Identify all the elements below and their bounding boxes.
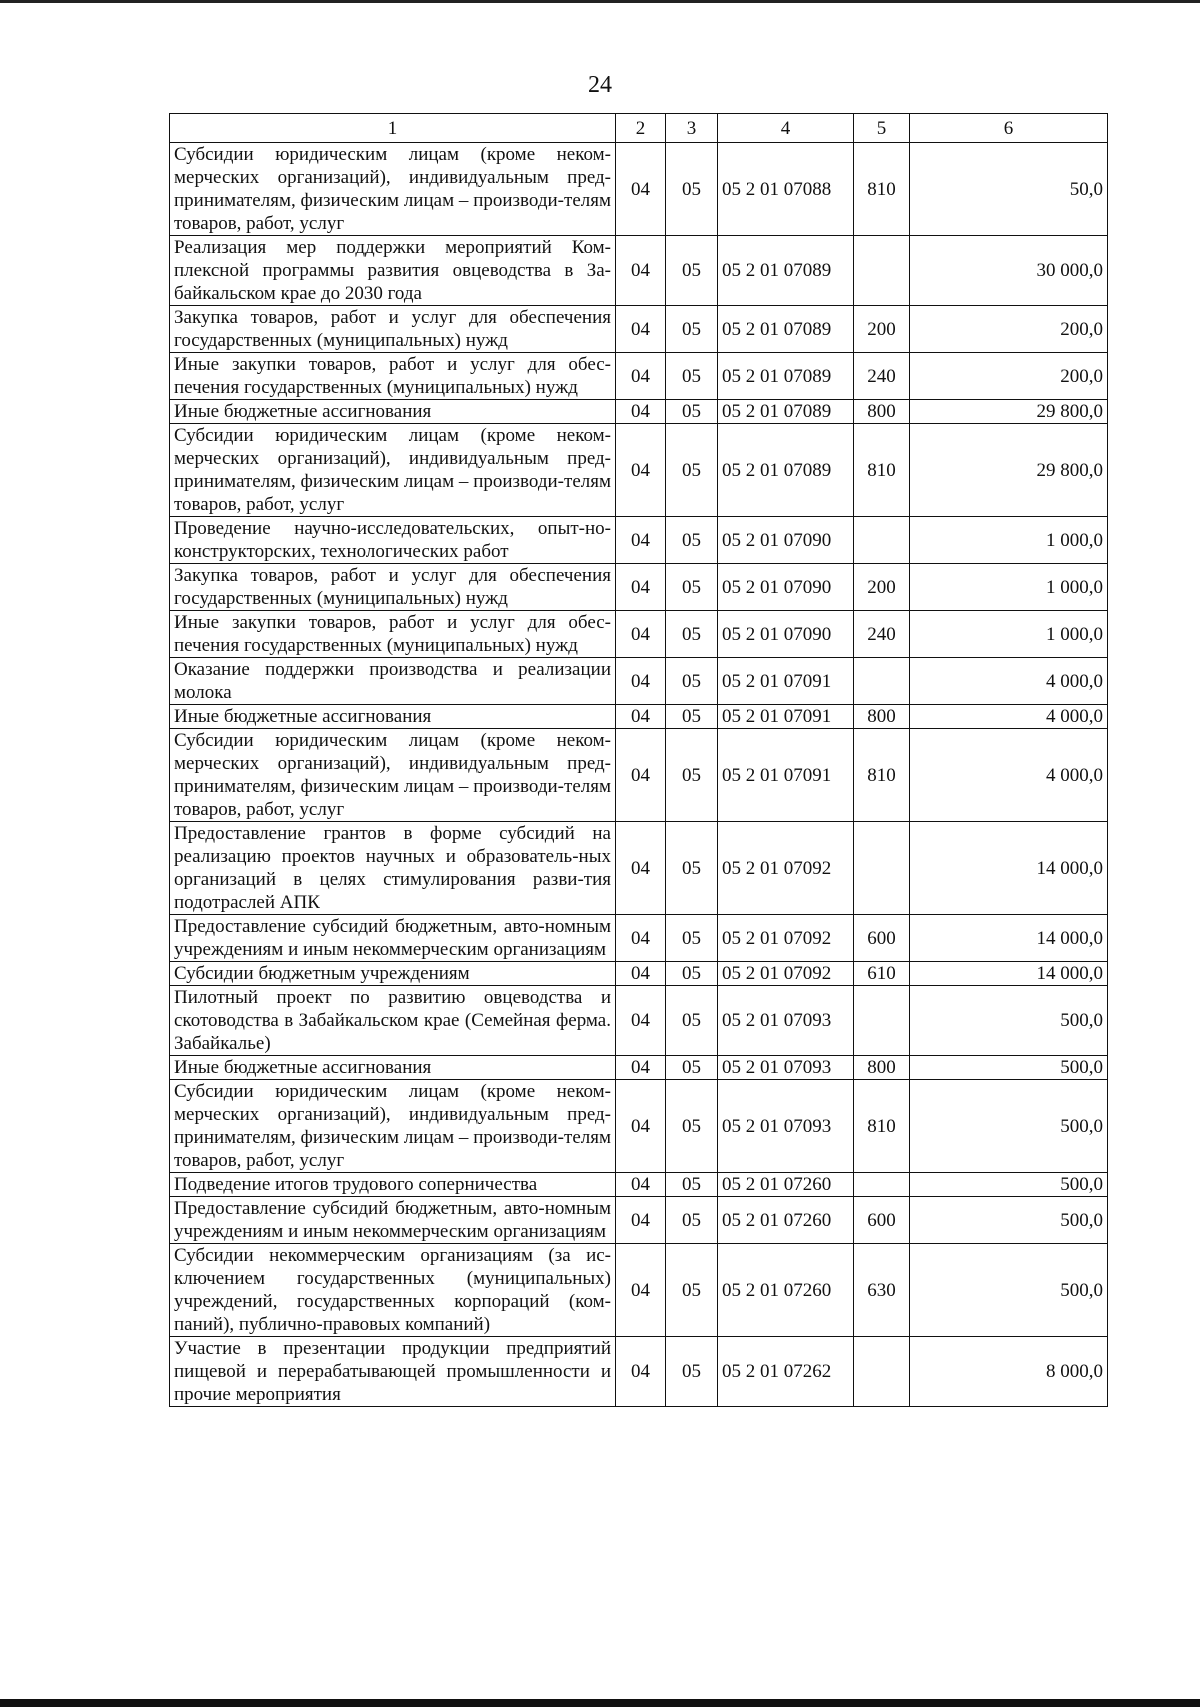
row-target-article-cell: 05 2 01 07091 <box>718 658 854 705</box>
page-number: 24 <box>588 72 612 98</box>
row-expense-type-cell: 600 <box>854 1197 910 1244</box>
row-section-cell: 04 <box>616 517 666 564</box>
row-amount-cell: 1 000,0 <box>910 517 1108 564</box>
row-section-cell: 04 <box>616 1337 666 1407</box>
table-row <box>170 915 1108 962</box>
row-subsection-cell: 05 <box>666 353 718 400</box>
table-row <box>170 424 1108 517</box>
row-expense-type-cell: 240 <box>854 353 910 400</box>
row-section-cell: 04 <box>616 986 666 1056</box>
row-target-article-cell: 05 2 01 07091 <box>718 705 854 729</box>
row-section-cell: 04 <box>616 962 666 986</box>
row-target-article-cell: 05 2 01 07262 <box>718 1337 854 1407</box>
row-subsection-cell: 05 <box>666 517 718 564</box>
row-expense-type-cell: 800 <box>854 705 910 729</box>
header-col-4: 4 <box>718 114 854 143</box>
row-expense-type-cell: 810 <box>854 729 910 822</box>
row-subsection-cell: 05 <box>666 1173 718 1197</box>
row-expense-type-cell: 200 <box>854 306 910 353</box>
table-row <box>170 1244 1108 1337</box>
table-body <box>170 143 1108 1407</box>
row-amount-cell: 8 000,0 <box>910 1337 1108 1407</box>
header-col-5: 5 <box>854 114 910 143</box>
scan-top-edge <box>0 0 1200 3</box>
table-row <box>170 1337 1108 1407</box>
table-row <box>170 353 1108 400</box>
row-name-cell: Закупка товаров, работ и услуг для обеспечения государственных (муниципальных) нужд <box>170 564 616 611</box>
row-subsection-cell: 05 <box>666 400 718 424</box>
row-subsection-cell: 05 <box>666 962 718 986</box>
row-target-article-cell: 05 2 01 07090 <box>718 564 854 611</box>
row-amount-cell: 1 000,0 <box>910 564 1108 611</box>
row-section-cell: 04 <box>616 1197 666 1244</box>
row-expense-type-cell: 810 <box>854 143 910 236</box>
row-name-cell: Субсидии бюджетным учреждениям <box>170 962 616 986</box>
row-target-article-cell: 05 2 01 07088 <box>718 143 854 236</box>
row-expense-type-cell <box>854 1337 910 1407</box>
row-section-cell: 04 <box>616 306 666 353</box>
table-row <box>170 729 1108 822</box>
row-section-cell: 04 <box>616 143 666 236</box>
row-amount-cell: 29 800,0 <box>910 424 1108 517</box>
row-section-cell: 04 <box>616 236 666 306</box>
row-name-cell: Субсидии юридическим лицам (кроме неком-мерческих организаций), индивидуальным пред-принимателям, физическим лицам – производи-телям товаров, работ, услуг <box>170 143 616 236</box>
row-section-cell: 04 <box>616 424 666 517</box>
row-expense-type-cell <box>854 658 910 705</box>
row-amount-cell: 500,0 <box>910 1197 1108 1244</box>
table-row <box>170 822 1108 915</box>
row-expense-type-cell <box>854 236 910 306</box>
row-name-cell: Подведение итогов трудового соперничества <box>170 1173 616 1197</box>
row-section-cell: 04 <box>616 1173 666 1197</box>
row-name-cell: Субсидии юридическим лицам (кроме неком-мерческих организаций), индивидуальным пред-принимателям, физическим лицам – производи-телям товаров, работ, услуг <box>170 729 616 822</box>
table-row <box>170 143 1108 236</box>
row-amount-cell: 1 000,0 <box>910 611 1108 658</box>
row-target-article-cell: 05 2 01 07091 <box>718 729 854 822</box>
row-amount-cell: 200,0 <box>910 353 1108 400</box>
row-section-cell: 04 <box>616 611 666 658</box>
row-subsection-cell: 05 <box>666 658 718 705</box>
row-expense-type-cell: 200 <box>854 564 910 611</box>
row-name-cell: Субсидии некоммерческим организациям (за ис-ключением государственных (муниципальных) учреждений, государственных корпораций (ком-паний), публично-правовых компаний) <box>170 1244 616 1337</box>
row-name-cell: Оказание поддержки производства и реализации молока <box>170 658 616 705</box>
row-target-article-cell: 05 2 01 07089 <box>718 400 854 424</box>
row-subsection-cell: 05 <box>666 915 718 962</box>
row-name-cell: Иные бюджетные ассигнования <box>170 705 616 729</box>
row-expense-type-cell: 630 <box>854 1244 910 1337</box>
table-row <box>170 962 1108 986</box>
row-target-article-cell: 05 2 01 07089 <box>718 353 854 400</box>
row-target-article-cell: 05 2 01 07093 <box>718 1056 854 1080</box>
row-target-article-cell: 05 2 01 07093 <box>718 986 854 1056</box>
row-name-cell: Субсидии юридическим лицам (кроме неком-мерческих организаций), индивидуальным пред-принимателям, физическим лицам – производи-телям товаров, работ, услуг <box>170 424 616 517</box>
row-expense-type-cell <box>854 822 910 915</box>
row-expense-type-cell: 800 <box>854 1056 910 1080</box>
header-col-3: 3 <box>666 114 718 143</box>
row-amount-cell: 500,0 <box>910 1080 1108 1173</box>
table-row <box>170 517 1108 564</box>
table-row <box>170 1056 1108 1080</box>
row-subsection-cell: 05 <box>666 1056 718 1080</box>
row-amount-cell: 200,0 <box>910 306 1108 353</box>
row-section-cell: 04 <box>616 822 666 915</box>
row-subsection-cell: 05 <box>666 564 718 611</box>
row-subsection-cell: 05 <box>666 611 718 658</box>
row-target-article-cell: 05 2 01 07090 <box>718 517 854 564</box>
row-subsection-cell: 05 <box>666 306 718 353</box>
row-subsection-cell: 05 <box>666 424 718 517</box>
header-col-1: 1 <box>170 114 616 143</box>
row-name-cell: Закупка товаров, работ и услуг для обеспечения государственных (муниципальных) нужд <box>170 306 616 353</box>
row-section-cell: 04 <box>616 564 666 611</box>
row-name-cell: Предоставление грантов в форме субсидий на реализацию проектов научных и образователь-ных организаций в целях стимулирования разви-тия подотраслей АПК <box>170 822 616 915</box>
row-expense-type-cell: 810 <box>854 424 910 517</box>
row-name-cell: Проведение научно-исследовательских, опыт-но-конструкторских, технологических работ <box>170 517 616 564</box>
row-subsection-cell: 05 <box>666 705 718 729</box>
row-name-cell: Участие в презентации продукции предприятий пищевой и перерабатывающей промышленности и прочие мероприятия <box>170 1337 616 1407</box>
row-subsection-cell: 05 <box>666 1197 718 1244</box>
row-section-cell: 04 <box>616 658 666 705</box>
table-row <box>170 1080 1108 1173</box>
row-amount-cell: 500,0 <box>910 986 1108 1056</box>
row-amount-cell: 4 000,0 <box>910 658 1108 705</box>
row-subsection-cell: 05 <box>666 1080 718 1173</box>
table-row <box>170 1173 1108 1197</box>
row-subsection-cell: 05 <box>666 729 718 822</box>
row-amount-cell: 50,0 <box>910 143 1108 236</box>
row-name-cell: Иные бюджетные ассигнования <box>170 400 616 424</box>
row-target-article-cell: 05 2 01 07093 <box>718 1080 854 1173</box>
row-target-article-cell: 05 2 01 07260 <box>718 1197 854 1244</box>
row-target-article-cell: 05 2 01 07089 <box>718 424 854 517</box>
header-col-6: 6 <box>910 114 1108 143</box>
row-subsection-cell: 05 <box>666 986 718 1056</box>
table-row <box>170 564 1108 611</box>
row-section-cell: 04 <box>616 400 666 424</box>
row-amount-cell: 14 000,0 <box>910 962 1108 986</box>
table-row <box>170 400 1108 424</box>
table-row <box>170 986 1108 1056</box>
table-row <box>170 658 1108 705</box>
row-subsection-cell: 05 <box>666 822 718 915</box>
budget-table <box>169 113 1108 1407</box>
row-subsection-cell: 05 <box>666 1337 718 1407</box>
row-subsection-cell: 05 <box>666 236 718 306</box>
row-expense-type-cell: 610 <box>854 962 910 986</box>
row-expense-type-cell <box>854 1173 910 1197</box>
row-subsection-cell: 05 <box>666 143 718 236</box>
row-amount-cell: 14 000,0 <box>910 822 1108 915</box>
row-amount-cell: 4 000,0 <box>910 729 1108 822</box>
row-section-cell: 04 <box>616 729 666 822</box>
row-target-article-cell: 05 2 01 07260 <box>718 1173 854 1197</box>
row-name-cell: Субсидии юридическим лицам (кроме неком-мерческих организаций), индивидуальным пред-принимателям, физическим лицам – производи-телям товаров, работ, услуг <box>170 1080 616 1173</box>
row-target-article-cell: 05 2 01 07090 <box>718 611 854 658</box>
header-col-2: 2 <box>616 114 666 143</box>
row-section-cell: 04 <box>616 705 666 729</box>
row-section-cell: 04 <box>616 915 666 962</box>
row-expense-type-cell: 800 <box>854 400 910 424</box>
scan-bottom-edge <box>0 1699 1200 1707</box>
row-name-cell: Иные закупки товаров, работ и услуг для обес-печения государственных (муниципальных) нужд <box>170 353 616 400</box>
row-name-cell: Реализация мер поддержки мероприятий Ком-плексной программы развития овцеводства в За-байкальском крае до 2030 года <box>170 236 616 306</box>
row-section-cell: 04 <box>616 353 666 400</box>
row-name-cell: Предоставление субсидий бюджетным, авто-номным учреждениям и иным некоммерческим организациям <box>170 1197 616 1244</box>
row-expense-type-cell: 600 <box>854 915 910 962</box>
table-header-row <box>170 114 1108 143</box>
table-row <box>170 1197 1108 1244</box>
row-amount-cell: 14 000,0 <box>910 915 1108 962</box>
row-amount-cell: 30 000,0 <box>910 236 1108 306</box>
row-name-cell: Иные бюджетные ассигнования <box>170 1056 616 1080</box>
row-amount-cell: 29 800,0 <box>910 400 1108 424</box>
row-amount-cell: 500,0 <box>910 1056 1108 1080</box>
row-section-cell: 04 <box>616 1244 666 1337</box>
row-amount-cell: 500,0 <box>910 1173 1108 1197</box>
table-row <box>170 611 1108 658</box>
row-target-article-cell: 05 2 01 07089 <box>718 306 854 353</box>
row-amount-cell: 4 000,0 <box>910 705 1108 729</box>
row-name-cell: Иные закупки товаров, работ и услуг для обес-печения государственных (муниципальных) нужд <box>170 611 616 658</box>
row-target-article-cell: 05 2 01 07092 <box>718 822 854 915</box>
row-section-cell: 04 <box>616 1080 666 1173</box>
row-name-cell: Предоставление субсидий бюджетным, авто-номным учреждениям и иным некоммерческим организациям <box>170 915 616 962</box>
table-row <box>170 705 1108 729</box>
row-target-article-cell: 05 2 01 07092 <box>718 962 854 986</box>
row-target-article-cell: 05 2 01 07260 <box>718 1244 854 1337</box>
row-expense-type-cell: 240 <box>854 611 910 658</box>
table-row <box>170 306 1108 353</box>
row-target-article-cell: 05 2 01 07092 <box>718 915 854 962</box>
row-section-cell: 04 <box>616 1056 666 1080</box>
row-amount-cell: 500,0 <box>910 1244 1108 1337</box>
row-expense-type-cell: 810 <box>854 1080 910 1173</box>
row-expense-type-cell <box>854 986 910 1056</box>
table-row <box>170 236 1108 306</box>
row-target-article-cell: 05 2 01 07089 <box>718 236 854 306</box>
row-expense-type-cell <box>854 517 910 564</box>
row-name-cell: Пилотный проект по развитию овцеводства и скотоводства в Забайкальском крае (Семейная ферма. Забайкалье) <box>170 986 616 1056</box>
row-subsection-cell: 05 <box>666 1244 718 1337</box>
